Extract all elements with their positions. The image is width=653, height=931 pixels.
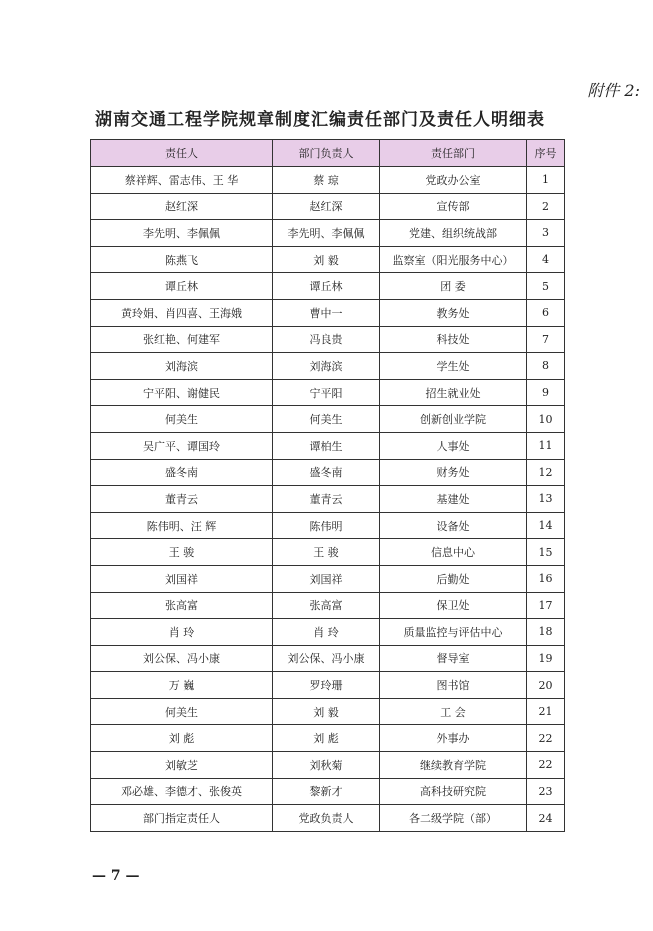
table-row (91, 725, 565, 752)
cell-responsible: 陈伟明、汪 辉 (91, 512, 273, 539)
cell-responsible: 宁平阳、谢健民 (91, 379, 273, 406)
cell-dept-head: 罗玲珊 (273, 672, 380, 699)
cell-dept-head: 刘国祥 (273, 565, 380, 592)
cell-dept: 财务处 (380, 459, 527, 486)
table-row (91, 778, 565, 805)
cell-responsible: 王 骏 (91, 539, 273, 566)
table-row (91, 459, 565, 486)
cell-responsible: 部门指定责任人 (91, 805, 273, 832)
table-row (91, 592, 565, 619)
table-row (91, 512, 565, 539)
cell-responsible: 张红艳、何建军 (91, 326, 273, 353)
cell-dept-head: 谭柏生 (273, 432, 380, 459)
cell-responsible: 邓必雄、李德才、张俊英 (91, 778, 273, 805)
table-row (91, 672, 565, 699)
cell-dept-head: 刘 毅 (273, 246, 380, 273)
cell-no: 22 (527, 752, 565, 779)
cell-responsible: 黄玲娟、肖四喜、王海娥 (91, 299, 273, 326)
cell-responsible: 刘敏芝 (91, 752, 273, 779)
table-row (91, 193, 565, 220)
cell-no: 9 (527, 379, 565, 406)
cell-no: 24 (527, 805, 565, 832)
table-row (91, 752, 565, 779)
cell-dept-head: 冯良贵 (273, 326, 380, 353)
attachment-label: 附件 2: (587, 81, 640, 100)
cell-responsible: 蔡祥辉、雷志伟、王 华 (91, 167, 273, 194)
cell-no: 18 (527, 619, 565, 646)
cell-no: 21 (527, 698, 565, 725)
cell-no: 3 (527, 220, 565, 247)
cell-dept: 保卫处 (380, 592, 527, 619)
cell-dept-head: 董青云 (273, 486, 380, 513)
cell-dept: 各二级学院（部） (380, 805, 527, 832)
table-row (91, 539, 565, 566)
cell-no: 6 (527, 299, 565, 326)
cell-no: 10 (527, 406, 565, 433)
cell-no: 4 (527, 246, 565, 273)
table-row (91, 326, 565, 353)
cell-dept-head: 刘 彪 (273, 725, 380, 752)
cell-responsible: 刘 彪 (91, 725, 273, 752)
cell-responsible: 赵红深 (91, 193, 273, 220)
table-row (91, 565, 565, 592)
cell-responsible: 谭丘林 (91, 273, 273, 300)
table-row (91, 167, 565, 194)
cell-dept-head: 党政负责人 (273, 805, 380, 832)
cell-dept-head: 曹中一 (273, 299, 380, 326)
table-row (91, 645, 565, 672)
cell-no: 12 (527, 459, 565, 486)
table-row (91, 805, 565, 832)
document-title: 湖南交通工程学院规章制度汇编责任部门及责任人明细表 (95, 110, 545, 130)
cell-dept: 继续教育学院 (380, 752, 527, 779)
cell-dept: 图书馆 (380, 672, 527, 699)
cell-no: 23 (527, 778, 565, 805)
table-row (91, 379, 565, 406)
cell-responsible: 肖 玲 (91, 619, 273, 646)
cell-dept-head: 谭丘林 (273, 273, 380, 300)
cell-no: 16 (527, 565, 565, 592)
cell-dept: 团 委 (380, 273, 527, 300)
cell-responsible: 吴广平、谭国玲 (91, 432, 273, 459)
cell-no: 17 (527, 592, 565, 619)
cell-dept: 基建处 (380, 486, 527, 513)
cell-responsible: 何美生 (91, 406, 273, 433)
cell-dept: 监察室（阳光服务中心） (380, 246, 527, 273)
cell-dept: 宣传部 (380, 193, 527, 220)
cell-dept: 外事办 (380, 725, 527, 752)
cell-dept: 创新创业学院 (380, 406, 527, 433)
header-no: 序号 (527, 140, 565, 167)
header-dept-head: 部门负责人 (273, 140, 380, 167)
table-row (91, 432, 565, 459)
table-row (91, 299, 565, 326)
cell-dept: 督导室 (380, 645, 527, 672)
cell-dept-head: 宁平阳 (273, 379, 380, 406)
table-row (91, 698, 565, 725)
cell-dept: 后勤处 (380, 565, 527, 592)
cell-dept-head: 刘 毅 (273, 698, 380, 725)
cell-no: 15 (527, 539, 565, 566)
cell-responsible: 陈燕飞 (91, 246, 273, 273)
cell-dept: 设备处 (380, 512, 527, 539)
cell-dept-head: 肖 玲 (273, 619, 380, 646)
cell-no: 1 (527, 167, 565, 194)
cell-dept: 教务处 (380, 299, 527, 326)
cell-dept-head: 刘秋菊 (273, 752, 380, 779)
cell-responsible: 万 巍 (91, 672, 273, 699)
cell-responsible: 何美生 (91, 698, 273, 725)
header-responsible: 责任人 (91, 140, 273, 167)
cell-dept: 信息中心 (380, 539, 527, 566)
cell-no: 20 (527, 672, 565, 699)
cell-dept-head: 盛冬南 (273, 459, 380, 486)
responsibility-table (90, 139, 565, 832)
cell-dept-head: 张高富 (273, 592, 380, 619)
cell-responsible: 刘海滨 (91, 353, 273, 380)
table-row (91, 406, 565, 433)
cell-dept-head: 刘海滨 (273, 353, 380, 380)
cell-dept: 科技处 (380, 326, 527, 353)
cell-dept-head: 陈伟明 (273, 512, 380, 539)
cell-responsible: 董青云 (91, 486, 273, 513)
cell-no: 22 (527, 725, 565, 752)
cell-responsible: 李先明、李佩佩 (91, 220, 273, 247)
cell-dept-head: 赵红深 (273, 193, 380, 220)
cell-responsible: 盛冬南 (91, 459, 273, 486)
cell-dept: 招生就业处 (380, 379, 527, 406)
cell-dept-head: 王 骏 (273, 539, 380, 566)
cell-no: 19 (527, 645, 565, 672)
cell-no: 5 (527, 273, 565, 300)
cell-no: 14 (527, 512, 565, 539)
table-row (91, 273, 565, 300)
table-row (91, 486, 565, 513)
page-number: — 7 — (92, 868, 140, 884)
table-row (91, 353, 565, 380)
table-row (91, 619, 565, 646)
cell-responsible: 刘公保、冯小康 (91, 645, 273, 672)
cell-no: 2 (527, 193, 565, 220)
cell-dept: 工 会 (380, 698, 527, 725)
cell-dept-head: 蔡 琼 (273, 167, 380, 194)
table-header-row (91, 140, 565, 167)
cell-no: 11 (527, 432, 565, 459)
cell-dept-head: 刘公保、冯小康 (273, 645, 380, 672)
cell-responsible: 刘国祥 (91, 565, 273, 592)
cell-no: 7 (527, 326, 565, 353)
table-row (91, 246, 565, 273)
cell-dept: 党政办公室 (380, 167, 527, 194)
header-dept: 责任部门 (380, 140, 527, 167)
cell-dept: 学生处 (380, 353, 527, 380)
cell-dept: 高科技研究院 (380, 778, 527, 805)
cell-no: 8 (527, 353, 565, 380)
cell-dept: 党建、组织统战部 (380, 220, 527, 247)
cell-dept: 质量监控与评估中心 (380, 619, 527, 646)
cell-no: 13 (527, 486, 565, 513)
cell-dept-head: 何美生 (273, 406, 380, 433)
cell-dept-head: 黎新才 (273, 778, 380, 805)
cell-dept: 人事处 (380, 432, 527, 459)
table-row (91, 220, 565, 247)
cell-dept-head: 李先明、李佩佩 (273, 220, 380, 247)
cell-responsible: 张高富 (91, 592, 273, 619)
